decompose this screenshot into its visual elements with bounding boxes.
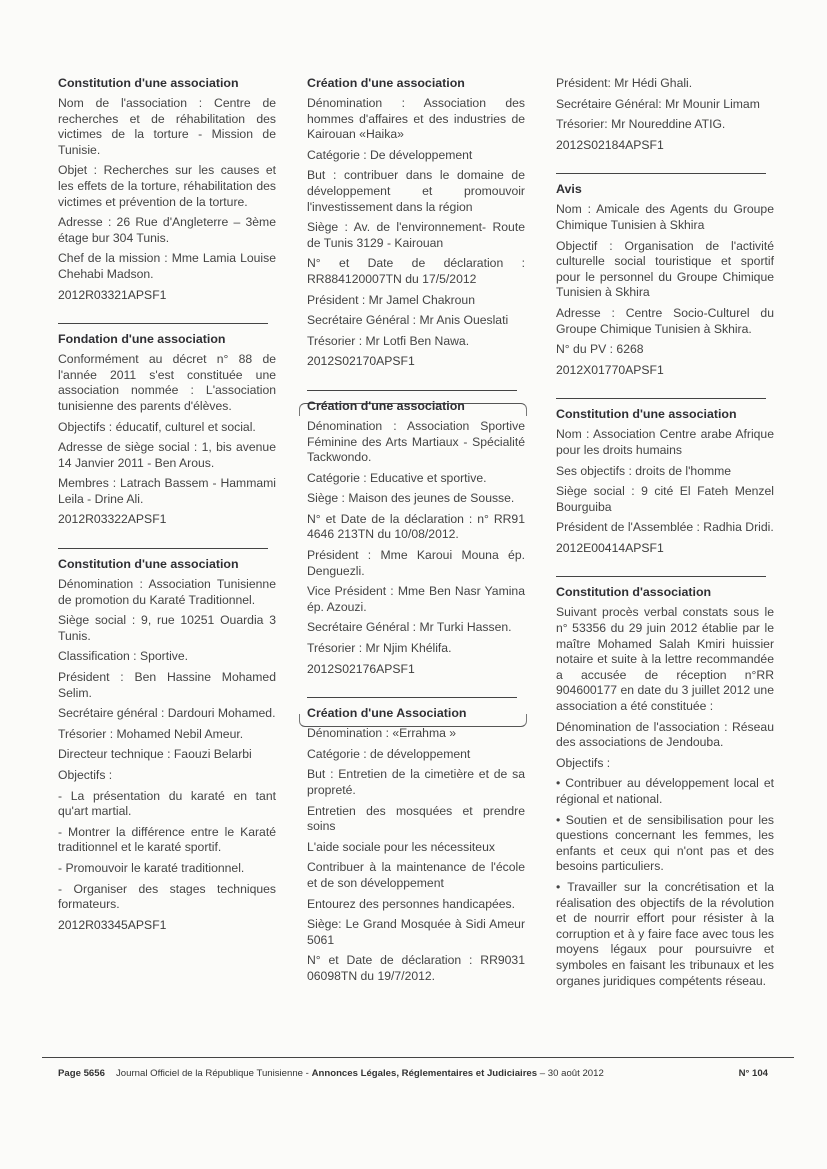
journal-prefix: Journal Officiel de la République Tunisienne - (116, 1068, 312, 1079)
section-paragraph: Directeur technique : Faouzi Belarbi (58, 747, 252, 762)
notice-section (307, 399, 525, 677)
section-paragraph: Trésorier : Mohamed Nebil Ameur. (58, 726, 244, 741)
section-paragraph: • Travailler sur la concrétisation et la réalisation des objectifs de la révolution et de nourrir effort pour résister à la corruption et à y faire face avec tous les moyens légaux pour poursuivre et symboles en faisant les tribunaux et les organes juridiques compétents réseau. (556, 879, 774, 988)
section-paragraph: Trésorier: Mr Noureddine ATIG. (556, 117, 726, 132)
notice-section (58, 557, 276, 933)
section-paragraph: Objectif : Organisation de l'activité culturelle social touristique et sportif pour le personnel du Groupe Chimique Tunisien à Skhira (556, 238, 774, 300)
section-divider (58, 548, 268, 549)
footer-rule (42, 1057, 794, 1058)
section-divider (556, 398, 766, 399)
section-paragraph: N° et Date de déclaration : RR9031 06098TN du 19/7/2012. (307, 953, 525, 983)
section-paragraph: - La présentation du karaté en tant qu'art martial. (58, 788, 276, 819)
section-paragraph: Nom : Amicale des Agents du Groupe Chimique Tunisien à Skhira (556, 202, 774, 232)
section-paragraph: Conformément au décret n° 88 de l'année 2011 s'est constituée une association nommée : L'association tunisienne des parents d'élèves. (58, 352, 276, 413)
section-paragraph: Vice Président : Mme Ben Nasr Yamina ép. Azouzi. (307, 584, 525, 614)
section-paragraph: Dénomination : Association des hommes d'affaires et des industries de Kairouan «Haika» (307, 96, 525, 142)
section-paragraph: - Promouvoir le karaté traditionnel. (58, 860, 245, 875)
reference-code: 2012S02176APSF1 (307, 661, 415, 676)
section-divider (58, 323, 268, 324)
notice-section (556, 407, 774, 556)
reference-code: 2012R03345APSF1 (58, 917, 167, 932)
section-divider (556, 576, 766, 577)
section-paragraph: Président : Mme Karoui Mouna ép. Denguezli. (307, 548, 525, 578)
section-title: Constitution d'une association (58, 76, 239, 90)
reference-code: 2012R03322APSF1 (58, 512, 167, 527)
section-paragraph: • Soutien et de sensibilisation pour les questions concernant les femmes, les enfants et ceux qui n'ont pas et des besoins particuliers. (556, 812, 774, 874)
section-paragraph: Dénomination de l'association : Réseau des associations de Jendouba. (556, 719, 774, 750)
section-paragraph: Trésorier : Mr Njim Khélifa. (307, 641, 452, 656)
section-title: Constitution d'une association (556, 407, 737, 422)
notice-section (556, 585, 774, 989)
section-paragraph: - Montrer la différence entre le Karaté traditionnel et le karaté sportif. (58, 824, 276, 855)
section-paragraph: Objectifs : (556, 755, 611, 770)
reference-code: 2012S02170APSF1 (307, 354, 415, 369)
section-paragraph: Nom : Association Centre arabe Afrique pour les droits humains (556, 427, 774, 457)
section-title: Constitution d'une association (58, 557, 239, 572)
section-paragraph: Membres : Latrach Bassem - Hammami Leila - Drine Ali. (58, 476, 276, 506)
reference-code: 2012E00414APSF1 (556, 540, 664, 555)
notice-section (58, 76, 276, 303)
section-divider (556, 173, 766, 174)
section-paragraph: Nom de l'association : Centre de recherches et de réhabilitation des victimes de la torture - Mission de Tunisie. (58, 96, 276, 157)
section-paragraph: Secrétaire Général : Mr Anis Oueslati (307, 313, 509, 328)
reference-code: 2012R03321APSF1 (58, 287, 167, 302)
section-title: Avis (556, 182, 582, 197)
section-paragraph: Adresse de siège social : 1, bis avenue 14 Janvier 2011 - Ben Arous. (58, 440, 276, 470)
section-paragraph: Objet : Recherches sur les causes et les effets de la torture, réhabilitation des victimes et prévention de la torture. (58, 163, 276, 209)
reference-code: 2012S02184APSF1 (556, 137, 664, 152)
section-divider (307, 390, 517, 391)
section-paragraph: Siège : Av. de l'environnement- Route de Tunis 3129 - Kairouan (307, 220, 525, 250)
notice-section (556, 76, 774, 153)
section-paragraph: Président de l'Assemblée : Radhia Dridi. (556, 520, 774, 535)
column-1 (58, 76, 276, 938)
section-title: Création d'une Association (307, 706, 467, 721)
section-paragraph: Siège social : 9, rue 10251 Ouardia 3 Tunis. (58, 613, 276, 643)
section-paragraph: Siège: Le Grand Mosquée à Sidi Ameur 5061 (307, 917, 525, 947)
journal-date: – 30 août 2012 (537, 1068, 604, 1079)
issue-number: N° 104 (738, 1068, 768, 1079)
section-paragraph: Siège : Maison des jeunes de Sousse. (307, 491, 515, 506)
section-paragraph: Dénomination : Association Sportive Féminine des Arts Martiaux - Spécialité Tackwondo. (307, 418, 525, 465)
column-3 (556, 76, 774, 994)
section-paragraph: Adresse : Centre Socio-Culturel du Groupe Chimique Tunisien à Skhira. (556, 305, 774, 336)
page-number: Page 5656 (58, 1068, 105, 1079)
journal-section: Annonces Légales, Réglementaires et Judiciaires (311, 1068, 538, 1079)
section-paragraph: Ses objectifs : droits de l'homme (556, 463, 732, 478)
section-title: Création d'une association (307, 76, 465, 90)
section-paragraph: Catégorie : Educative et sportive. (307, 470, 487, 485)
notice-section (307, 76, 525, 370)
section-paragraph: N° et Date de déclaration : RR884120007TN du 17/5/2012 (307, 256, 525, 286)
section-paragraph: Catégorie : De développement (307, 147, 473, 162)
section-divider (307, 697, 517, 698)
section-paragraph: Siège social : 9 cité El Fateh Menzel Bourguiba (556, 484, 774, 514)
section-paragraph: Dénomination : Association Tunisienne de promotion du Karaté Traditionnel. (58, 577, 276, 607)
section-paragraph: Président : Ben Hassine Mohamed Selim. (58, 670, 276, 700)
section-paragraph: N° et Date de la déclaration : n° RR91 4646 213TN du 10/08/2012. (307, 511, 525, 542)
section-paragraph: Suivant procès verbal constats sous le n° 53356 du 29 juin 2012 établie par le maître Mohamed Salah Kmiri huissier notaire et suite à la lettre recommandée a accusée de réception n°RR 904600177 en date du 3 juillet 2012 une association a été constituée : (556, 605, 774, 714)
section-paragraph: Classification : Sportive. (58, 649, 189, 664)
section-paragraph: Secrétaire Général: Mr Mounir Limam (556, 96, 760, 111)
section-paragraph: Catégorie : de développement (307, 746, 471, 761)
section-paragraph: Objectifs : éducatif, culturel et social. (58, 419, 256, 434)
section-paragraph: L'aide sociale pour les nécessiteux (307, 839, 495, 854)
section-paragraph: Secrétaire Général : Mr Turki Hassen. (307, 620, 512, 635)
section-paragraph: Contribuer à la maintenance de l'école et de son développement (307, 860, 525, 890)
section-paragraph: Entretien des mosquées et prendre soins (307, 803, 525, 834)
journal-title (116, 1068, 604, 1079)
section-paragraph: Dénomination : «Errahma » (307, 726, 457, 741)
section-paragraph: Chef de la mission : Mme Lamia Louise Chehabi Madson. (58, 251, 276, 281)
section-paragraph: Trésorier : Mr Lotfi Ben Nawa. (307, 333, 470, 348)
section-paragraph: N° du PV : 6268 (556, 342, 644, 357)
section-paragraph: But : contribuer dans le domaine de développement et promouvoir l'investissement dans la région (307, 168, 525, 214)
section-paragraph: Entourez des personnes handicapées. (307, 896, 516, 911)
section-title: Création d'une association (307, 398, 465, 413)
section-title: Fondation d'une association (58, 332, 226, 347)
column-2 (307, 76, 525, 990)
reference-code: 2012X01770APSF1 (556, 362, 664, 377)
section-title: Constitution d'association (556, 585, 712, 600)
notice-section (307, 706, 525, 984)
section-paragraph: - Organiser des stages techniques formateurs. (58, 881, 276, 912)
section-paragraph: • Contribuer au développement local et régional et national. (556, 776, 774, 806)
section-paragraph: Président : Mr Jamel Chakroun (307, 292, 475, 307)
notice-section (58, 332, 276, 528)
section-paragraph: Adresse : 26 Rue d'Angleterre – 3ème étage bur 304 Tunis. (58, 215, 276, 245)
section-paragraph: Secrétaire général : Dardouri Mohamed. (58, 706, 276, 721)
section-paragraph: But : Entretien de la cimetière et de sa propreté. (307, 767, 525, 797)
notice-section (556, 182, 774, 378)
section-paragraph: Objectifs : (58, 768, 113, 782)
section-paragraph: Président: Mr Hédi Ghali. (556, 76, 693, 90)
